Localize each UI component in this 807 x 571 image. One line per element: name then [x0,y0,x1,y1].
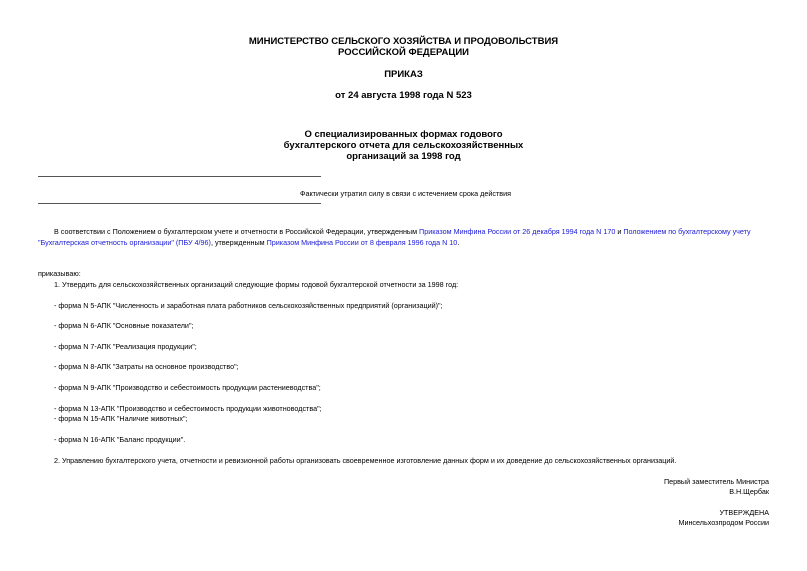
link-pbu-4-96[interactable]: "Бухгалтерская отчетность организации" (ПБУ 4/96) [38,238,211,247]
item-2: 2. Управлению бухгалтерского учета, отчетности и ревизионной работы организовать своевременное изготовление данных форм и их доведение до сельскохозяйственных организаций. [54,456,677,465]
ministry-line-1: МИНИСТЕРСТВО СЕЛЬСКОГО ХОЗЯЙСТВА И ПРОДОВОЛЬСТВИЯ [248,36,559,47]
preamble-text-4: . [457,238,460,247]
form-item: - форма N 13-АПК "Производство и себестоимость продукции животноводства"; [54,404,322,413]
form-item: - форма N 5-АПК "Численность и заработная плата работников сельскохозяйственных предприятий (организаций)"; [54,301,443,310]
form-item: - форма N 7-АПК "Реализация продукции"; [54,342,197,351]
order-word: приказываю: [38,269,81,278]
link-minfin-order-10[interactable]: Приказом Минфина России от 8 февраля 1996 года N 10 [266,238,458,247]
form-item: - форма N 15-АПК "Наличие животных"; [54,414,188,423]
link-minfin-order-170[interactable]: Приказом Минфина России от 26 декабря 1994 года N 170 [419,227,616,236]
form-item: - форма N 9-АПК "Производство и себестоимость продукции растениеводства"; [54,383,321,392]
subject-line-3: организаций за 1998 год [346,151,461,162]
approval-label: УТВЕРЖДЕНА [719,508,769,517]
divider-bottom [38,203,321,204]
document-type: ПРИКАЗ [384,69,423,80]
item-1: 1. Утвердить для сельскохозяйственных организаций следующие формы годовой бухгалтерской отчетности за 1998 год: [54,280,459,289]
subject-line-1: О специализированных формах годового [304,129,503,140]
form-item: - форма N 6-АПК "Основные показатели"; [54,321,194,330]
approval-authority: Минсельхозпродом России [678,518,769,527]
link-accounting-regulation[interactable]: Положением по бухгалтерскому учету [623,227,751,236]
form-item: - форма N 8-АПК "Затраты на основное производство"; [54,362,239,371]
preamble-line-2 [38,238,459,247]
preamble-text-2: и [615,227,624,236]
subject-line-2: бухгалтерского отчета для сельскохозяйственных [283,140,524,151]
preamble-text-1: В соответствии с Положением о бухгалтерском учете и отчетности в Российской Федерации, утвержденным [54,227,420,236]
document-date-number: от 24 августа 1998 года N 523 [335,90,472,101]
ministry-line-2: РОССИЙСКОЙ ФЕДЕРАЦИИ [337,47,469,58]
preamble-line-1 [54,227,751,236]
signature-position: Первый заместитель Министра [663,477,769,486]
status-note: Фактически утратил силу в связи с истечением срока действия [300,189,511,198]
signature-name: В.Н.Щербак [729,487,769,496]
form-item: - форма N 16-АПК "Баланс продукции". [54,435,186,444]
preamble-text-3: , утвержденным [210,238,267,247]
divider-top [38,176,321,177]
